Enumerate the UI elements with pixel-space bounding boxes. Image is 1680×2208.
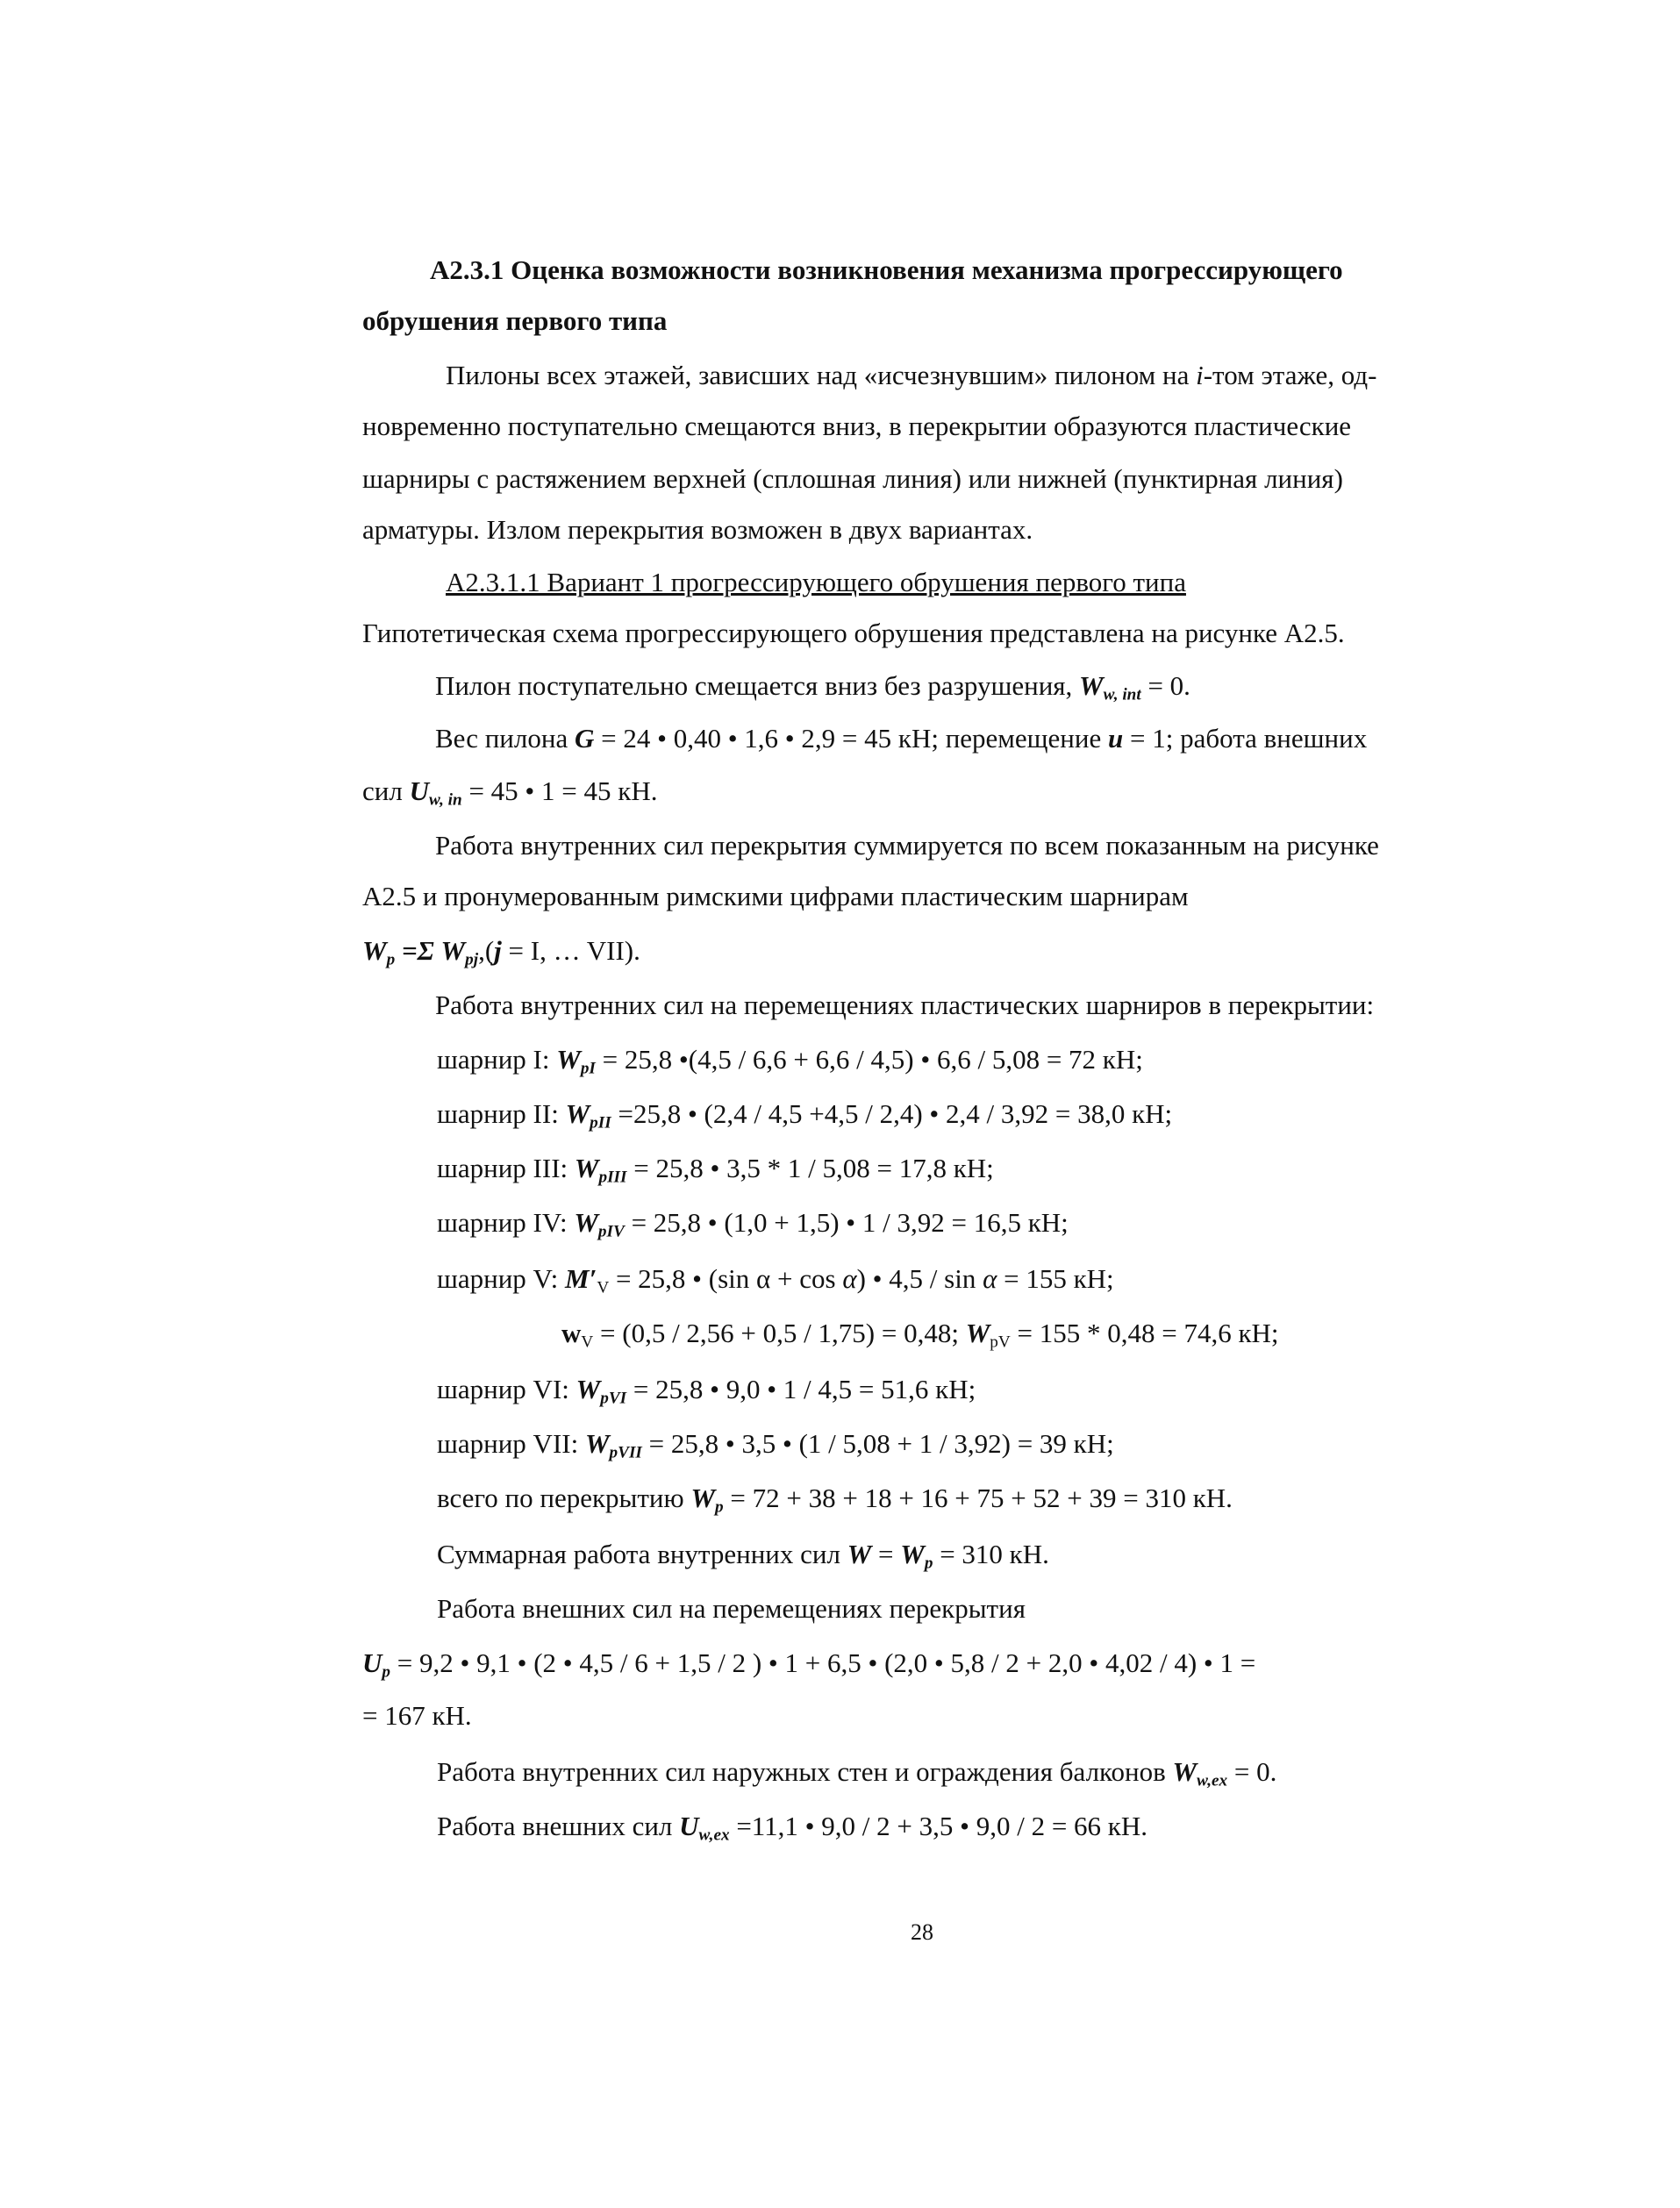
section-heading-line-2: обрушения первого типа bbox=[362, 305, 668, 336]
hinge-label: шарнир IV: bbox=[437, 1207, 575, 1238]
hinge-expression: ) • 4,5 / sin bbox=[856, 1263, 983, 1294]
symbol-m: M′ bbox=[565, 1263, 597, 1294]
text: Работа внутренних сил наружных стен и ограждения балконов bbox=[437, 1756, 1173, 1787]
hinge-expression: =25,8 • (2,4 / 4,5 +4,5 / 2,4) • 2,4 / 3,92 = 38,0 кН; bbox=[611, 1098, 1173, 1129]
sigma: =Σ bbox=[395, 935, 441, 966]
paragraph-pylon-shift bbox=[435, 670, 1190, 704]
symbol-w: W bbox=[362, 935, 387, 966]
hinge-expression: = 25,8 •(4,5 / 6,6 + 6,6 / 4,5) • 6,6 / 5,08 = 72 кН; bbox=[595, 1044, 1143, 1075]
symbol-w: W bbox=[574, 1207, 598, 1238]
symbol-w: W bbox=[584, 1428, 610, 1459]
hinge-line-2 bbox=[437, 1098, 1173, 1133]
intro-line-1-text-b: -том этаже, од- bbox=[1203, 360, 1377, 390]
text: всего по перекрытию bbox=[437, 1483, 691, 1513]
symbol-alpha: α bbox=[842, 1263, 857, 1294]
hinge-expression: = (0,5 / 2,56 + 0,5 / 1,75) = 0,48; bbox=[593, 1318, 966, 1348]
symbol-w: W bbox=[1079, 670, 1104, 701]
hinge-expression: = 25,8 • (1,0 + 1,5) • 1 / 3,92 = 16,5 кН; bbox=[624, 1207, 1069, 1238]
hinge-line-4 bbox=[437, 1207, 1069, 1241]
symbol-w: W bbox=[565, 1098, 590, 1129]
subscript: w,ex bbox=[698, 1826, 730, 1845]
symbol-w: W bbox=[900, 1539, 925, 1569]
formula-wp-sum bbox=[362, 935, 640, 969]
symbol-g: G bbox=[574, 723, 595, 754]
hinge-label: шарнир V: bbox=[437, 1263, 566, 1294]
total-over-slab bbox=[437, 1483, 1233, 1517]
subscript: w,ex bbox=[1197, 1771, 1228, 1790]
text: =11,1 • 9,0 / 2 + 3,5 • 9,0 / 2 = 66 кН. bbox=[729, 1811, 1148, 1841]
intro-line-1-italic: i bbox=[1196, 360, 1204, 390]
hinge-line-7 bbox=[437, 1428, 1114, 1462]
text: Вес пилона bbox=[435, 723, 575, 754]
hinge-label: шарнир I: bbox=[437, 1044, 557, 1075]
subscript: p bbox=[924, 1554, 933, 1573]
hinge-expression: = 25,8 • 3,5 • (1 / 5,08 + 1 / 3,92) = 39 кН; bbox=[641, 1428, 1114, 1459]
hinge-line-1 bbox=[437, 1044, 1143, 1078]
hinge-line-3 bbox=[437, 1153, 994, 1187]
symbol-w: W bbox=[1172, 1756, 1197, 1787]
subscript: V bbox=[597, 1278, 610, 1297]
subscript: pj bbox=[465, 950, 479, 969]
subscript: pIII bbox=[598, 1168, 627, 1187]
symbol-w: W bbox=[965, 1318, 990, 1348]
subsection-heading: А2.3.1.1 Вариант 1 прогрессирующего обрушения первого типа bbox=[446, 567, 1186, 597]
symbol-u: U bbox=[679, 1811, 699, 1841]
hinge-label: шарнир III: bbox=[437, 1153, 575, 1183]
symbol-w: W bbox=[574, 1153, 599, 1183]
paragraph-internal-work-line-2: А2.5 и пронумерованным римскими цифрами пластическим шарнирам bbox=[362, 881, 1189, 911]
paragraph-external-work-slab: Работа внешних сил на перемещениях перекрытия bbox=[437, 1593, 1026, 1624]
text: = 0. bbox=[1227, 1756, 1277, 1787]
subscript: pVII bbox=[609, 1443, 642, 1462]
hinge-line-6 bbox=[437, 1374, 976, 1408]
text: Работа внешних сил bbox=[437, 1811, 680, 1841]
hinge-label: шарнир VII: bbox=[437, 1428, 585, 1459]
paragraph-walls-work bbox=[437, 1756, 1277, 1790]
symbol-w: W bbox=[575, 1374, 601, 1404]
formula-expression: = 9,2 • 9,1 • (2 • 4,5 / 6 + 1,5 / 2 ) • 1 + 6,5 • (2,0 • 5,8 / 2 + 2,0 • 4,02 / 4) • 1 = bbox=[390, 1647, 1256, 1678]
intro-line-2: новременно поступательно смещаются вниз, в перекрытии образуются пластические bbox=[362, 411, 1352, 441]
subscript: p bbox=[715, 1497, 724, 1517]
subscript: pIV bbox=[597, 1222, 625, 1241]
section-heading-line-1: А2.3.1 Оценка возможности возникновения механизма прогрессирующего bbox=[430, 254, 1343, 285]
subscript: pVI bbox=[600, 1389, 627, 1408]
symbol-u: U bbox=[362, 1647, 382, 1678]
symbol-w-lower: w bbox=[561, 1318, 582, 1348]
hinge-label: шарнир II: bbox=[437, 1098, 566, 1129]
text: Суммарная работа внутренних сил bbox=[437, 1539, 847, 1569]
text: = bbox=[871, 1539, 901, 1569]
hinge-expression: = 25,8 • (sin α + cos bbox=[609, 1263, 843, 1294]
page-number: 28 bbox=[911, 1919, 933, 1945]
text: = I, … VII). bbox=[501, 935, 640, 966]
hinge-line-5-w bbox=[561, 1318, 1279, 1352]
symbol-alpha: α bbox=[983, 1263, 997, 1294]
paragraph-hinges-intro: Работа внутренних сил на перемещениях пластических шарниров в перекрытии: bbox=[435, 990, 1375, 1020]
text: = 0. bbox=[1140, 670, 1190, 701]
symbol-w: W bbox=[847, 1539, 872, 1569]
paragraph-external-walls-work bbox=[437, 1811, 1148, 1845]
paragraph-scheme: Гипотетическая схема прогрессирующего обрушения представлена на рисунке А2.5. bbox=[362, 618, 1345, 648]
text: = 24 • 0,40 • 1,6 • 2,9 = 45 кН; перемещение bbox=[594, 723, 1108, 754]
paragraph-internal-work-line-1: Работа внутренних сил перекрытия суммируется по всем показанным на рисунке bbox=[435, 830, 1379, 861]
intro-line-4: арматуры. Излом перекрытия возможен в двух вариантах. bbox=[362, 514, 1033, 545]
text: = 72 + 38 + 18 + 16 + 75 + 52 + 39 = 310 кН. bbox=[723, 1483, 1233, 1513]
hinge-expression: = 155 кН; bbox=[997, 1263, 1114, 1294]
symbol-w: W bbox=[690, 1483, 716, 1513]
text: = 45 • 1 = 45 кН. bbox=[461, 775, 658, 806]
subscript: p bbox=[386, 950, 396, 969]
symbol-w: W bbox=[556, 1044, 581, 1075]
subscript: pV bbox=[990, 1333, 1011, 1352]
total-internal-work bbox=[437, 1539, 1049, 1573]
text: сил bbox=[362, 775, 410, 806]
paragraph-pylon-weight bbox=[435, 725, 1367, 752]
subscript: V bbox=[581, 1333, 594, 1352]
subscript: w, int bbox=[1103, 685, 1141, 704]
intro-line-1 bbox=[446, 361, 1376, 389]
text: Пилон поступательно смещается вниз без разрушения, bbox=[435, 670, 1080, 701]
intro-line-1-text-a: Пилоны всех этажей, зависших над «исчезнувшим» пилоном на bbox=[446, 360, 1197, 390]
formula-up-result: = 167 кН. bbox=[362, 1700, 472, 1731]
paragraph-external-work bbox=[362, 775, 658, 810]
text: = 1; работа внешних bbox=[1123, 723, 1368, 754]
subscript: pII bbox=[590, 1113, 611, 1133]
symbol-w: W bbox=[440, 935, 466, 966]
text: = 310 кН. bbox=[933, 1539, 1049, 1569]
intro-line-3: шарниры с растяжением верхней (сплошная линия) или нижней (пунктирная линия) bbox=[362, 463, 1343, 494]
hinge-label: шарнир VI: bbox=[437, 1374, 576, 1404]
symbol-j: j bbox=[494, 935, 502, 966]
symbol-u: U bbox=[409, 775, 429, 806]
formula-up bbox=[362, 1647, 1256, 1682]
hinge-line-5 bbox=[437, 1263, 1114, 1297]
symbol-u: u bbox=[1108, 723, 1124, 754]
subscript: w, in bbox=[428, 790, 462, 810]
subscript: pI bbox=[580, 1059, 596, 1078]
hinge-expression: = 155 * 0,48 = 74,6 кН; bbox=[1010, 1318, 1279, 1348]
text: ,( bbox=[478, 935, 495, 966]
subscript: p bbox=[382, 1662, 390, 1682]
hinge-expression: = 25,8 • 3,5 * 1 / 5,08 = 17,8 кН; bbox=[626, 1153, 994, 1183]
hinge-expression: = 25,8 • 9,0 • 1 / 4,5 = 51,6 кН; bbox=[626, 1374, 976, 1404]
